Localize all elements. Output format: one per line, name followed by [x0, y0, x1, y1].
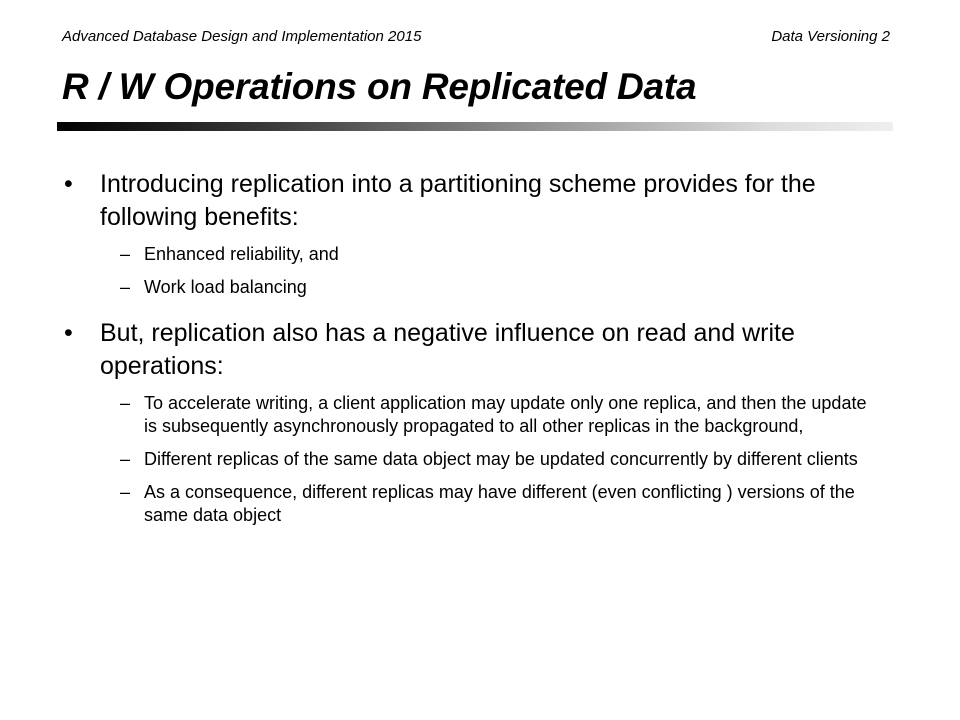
dash-mark: –	[120, 449, 131, 469]
dash-mark: –	[120, 277, 131, 297]
bullet-text: Introducing replication into a partitioning scheme provides for the following benefits:	[100, 170, 816, 231]
bullet-mark: •	[64, 319, 73, 347]
title-underline	[57, 122, 893, 131]
sub-item	[0, 448, 960, 471]
course-header: Advanced Database Design and Implementation 2015	[62, 28, 422, 45]
bullet-mark: •	[64, 170, 73, 198]
sub-item-text: To accelerate writing, a client application may update only one replica, and then the update is subsequently asynchronously propagated to all other replicas in the background,	[144, 393, 867, 436]
sub-item-text: Work load balancing	[144, 277, 307, 297]
slide-content	[0, 168, 960, 527]
bullet-benefits	[0, 168, 960, 234]
sub-item	[0, 392, 960, 438]
sub-item-text: Different replicas of the same data object may be updated concurrently by different clients	[144, 449, 858, 469]
dash-mark: –	[120, 482, 131, 502]
bullet-negative-influence	[0, 317, 960, 383]
slide-title: R / W Operations on Replicated Data	[62, 66, 697, 107]
sub-item	[0, 243, 960, 266]
sub-item-text: Enhanced reliability, and	[144, 244, 339, 264]
slide-reference: Data Versioning 2	[771, 28, 890, 45]
sub-item	[0, 276, 960, 299]
dash-mark: –	[120, 244, 131, 264]
bullet-text: But, replication also has a negative influence on read and write operations:	[100, 319, 795, 380]
dash-mark: –	[120, 393, 131, 413]
sub-item	[0, 481, 960, 527]
sub-item-text: As a consequence, different replicas may have different (even conflicting ) versions of the same data object	[144, 482, 855, 525]
